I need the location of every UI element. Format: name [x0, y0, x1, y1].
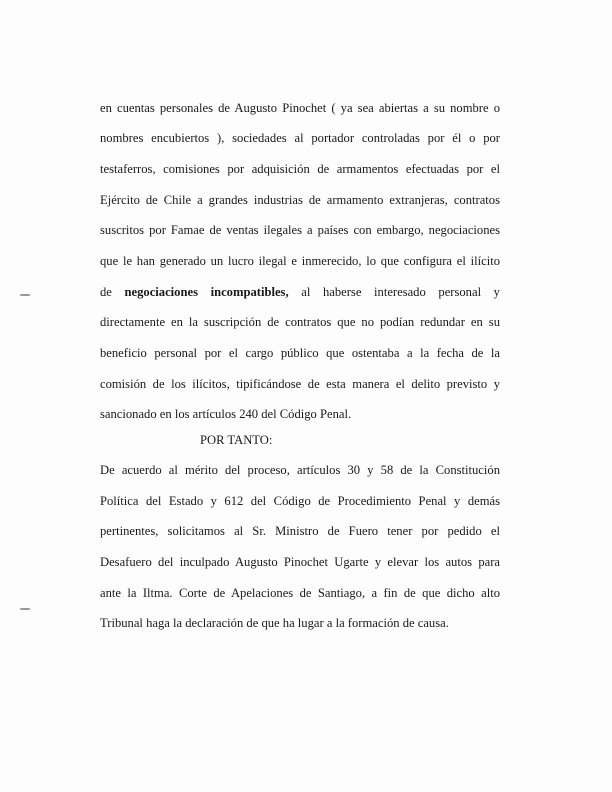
text-line: beneficio personal por el cargo público que ostentaba a la fecha de la [100, 346, 500, 360]
text-line: ante la Iltma. Corte de Apelaciones de Santiago, a fin de que dicho alto [100, 586, 500, 600]
text-line: que le han generado un lucro ilegal e inmerecido, lo que configura el ilícito [100, 254, 500, 268]
text-line: Política del Estado y 612 del Código de Procedimiento Penal y demás [100, 494, 500, 508]
text-line: Ejército de Chile a grandes industrias de armamento extranjeras, contratos [100, 193, 500, 207]
text-line: nombres encubiertos ), sociedades al portador controladas por él o por [100, 131, 500, 145]
text-line: testaferros, comisiones por adquisición de armamentos efectuadas por el [100, 162, 500, 176]
text-segment: al haberse interesado personal y [301, 285, 500, 299]
text-line: comisión de los ilícitos, tipificándose de esta manera el delito previsto y [100, 377, 500, 391]
text-line: Tribunal haga la declaración de que ha lugar a la formación de causa. [100, 616, 449, 630]
text-line: directamente en la suscripción de contratos que no podían redundar en su [100, 315, 500, 329]
text-line: suscritos por Famae de ventas ilegales a países con embargo, negociaciones [100, 223, 500, 237]
scan-mark [20, 608, 30, 610]
text-line: en cuentas personales de Augusto Pinochet ( ya sea abiertas a su nombre o [100, 101, 500, 115]
text-segment: de [100, 285, 112, 299]
section-heading: POR TANTO: [200, 433, 273, 447]
scan-mark [20, 294, 30, 296]
text-line-with-emphasis [100, 284, 500, 300]
emphasis-text: negociaciones incompatibles, [124, 285, 289, 299]
text-line: De acuerdo al mérito del proceso, artículos 30 y 58 de la Constitución [100, 463, 500, 477]
text-line: Desafuero del inculpado Augusto Pinochet Ugarte y elevar los autos para [100, 555, 500, 569]
text-line: sancionado en los artículos 240 del Código Penal. [100, 407, 352, 421]
text-line: pertinentes, solicitamos al Sr. Ministro de Fuero tener por pedido el [100, 524, 500, 538]
